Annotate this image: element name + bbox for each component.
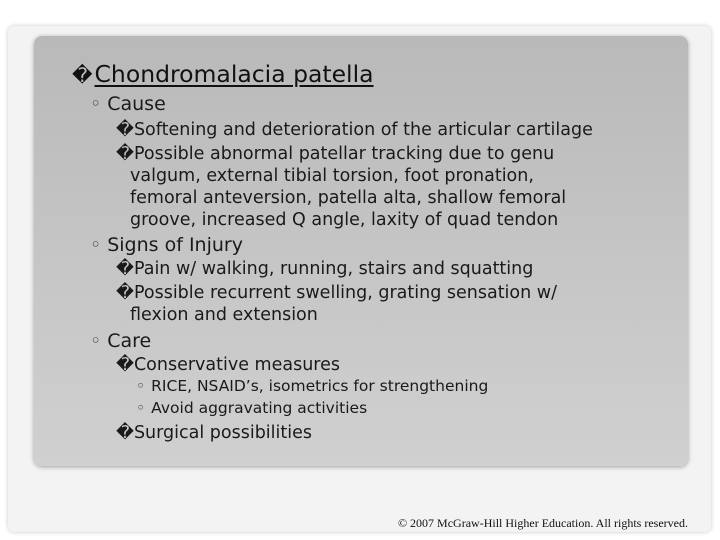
list-item: �Possible recurrent swelling, grating sensation w/ [116,283,557,303]
circle-bullet-icon: ◦ [136,377,146,395]
item-bullet-icon: � [116,423,134,443]
slide-title-text: Chondromalacia patella [94,60,374,88]
sub-list-item: ◦ RICE, NSAID’s, isometrics for strengthening [136,377,489,395]
list-item: �Possible abnormal patellar tracking due to genu [116,144,555,164]
section-heading-text: Signs of Injury [107,234,243,256]
circle-bullet-icon: ◦ [90,234,102,256]
section-heading-cause [90,92,166,116]
item-bullet-icon: � [116,144,134,164]
list-item-continuation: groove, increased Q angle, laxity of quad tendon [130,210,559,230]
title-bullet-icon: � [72,63,93,87]
item-bullet-icon: � [116,355,134,375]
circle-bullet-icon: ◦ [136,399,146,417]
item-bullet-icon: � [116,259,134,279]
section-heading-text: Care [107,330,152,352]
list-item: �Softening and deterioration of the articular cartilage [116,120,593,140]
list-item-continuation: flexion and extension [130,305,318,325]
slide-title [72,58,374,91]
list-item: �Pain w/ walking, running, stairs and squatting [116,259,534,279]
list-item: �Conservative measures [116,355,340,375]
section-heading-text: Cause [107,93,166,115]
list-item-continuation: valgum, external tibial torsion, foot pronation, [130,166,534,186]
copyright-footer: © 2007 McGraw-Hill Higher Education. All rights reserved. [397,516,688,530]
item-bullet-icon: � [116,283,134,303]
circle-bullet-icon: ◦ [90,330,102,352]
section-heading-care [90,329,151,353]
circle-bullet-icon: ◦ [90,93,102,115]
sub-list-item: ◦ Avoid aggravating activities [136,399,368,417]
list-item-continuation: femoral anteversion, patella alta, shallow femoral [130,188,567,208]
list-item: �Surgical possibilities [116,423,312,443]
item-bullet-icon: � [116,120,134,140]
section-heading-signs-of-injury [90,233,243,257]
